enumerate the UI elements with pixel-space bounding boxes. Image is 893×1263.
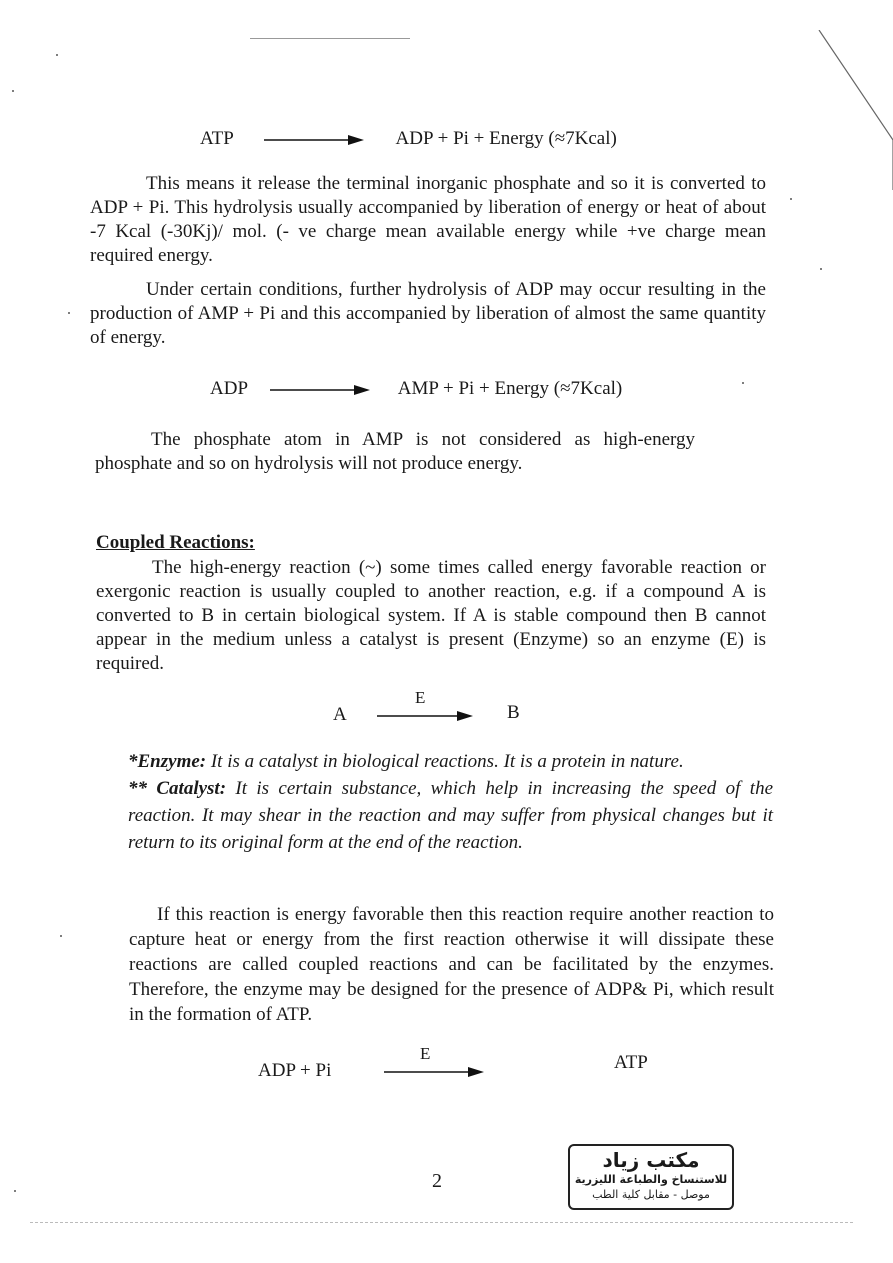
equation-left: A	[333, 704, 347, 725]
reaction-arrow-icon	[377, 709, 473, 723]
equation-adp-hydrolysis	[210, 378, 622, 400]
note-text: It is certain substance, which help in increasing the speed of the reaction. It may shear in the reaction and may suffer from physical changes but it return to its original form at the end of the reaction.	[128, 778, 774, 853]
paragraph-atp-release: This means it release the terminal inorganic phosphate and so it is converted to ADP + Pi. This hydrolysis usually accompanied by liberation of energy or heat of about -7 Kcal (-30Kj)/ mol. (- ve charge mean available energy while +ve charge mean required energy.	[90, 173, 766, 266]
note-term: *Enzyme:	[128, 751, 207, 772]
scan-speck	[56, 54, 58, 56]
equation-right: ADP + Pi + Energy (≈7Kcal)	[395, 128, 617, 149]
stamp-title: مكتب زياد	[602, 1148, 700, 1172]
equation-left: ADP	[210, 378, 248, 399]
stamp-subtitle: للاستنساخ والطباعة الليزرية	[574, 1173, 728, 1186]
equation-right: AMP + Pi + Energy (≈7Kcal)	[397, 378, 623, 399]
reaction-arrow-icon	[270, 383, 370, 397]
scan-bottom-line	[30, 1222, 853, 1223]
equation-atp-hydrolysis	[200, 128, 617, 150]
print-shop-stamp	[568, 1144, 734, 1210]
note-term: ** Catalyst:	[128, 778, 227, 799]
equation-right: ATP	[614, 1052, 648, 1073]
section-heading-coupled-reactions: Coupled Reactions:	[96, 532, 255, 553]
stamp-address: موصل - مقابل كلية الطب	[592, 1188, 710, 1201]
enzyme-label: E	[415, 688, 426, 707]
equation-right: B	[507, 702, 520, 723]
equation-left: ADP + Pi	[258, 1060, 332, 1081]
definitions-notes	[128, 748, 773, 856]
equation-left: ATP	[200, 128, 234, 149]
paragraph-adp-hydrolysis: Under certain conditions, further hydrolysis of ADP may occur resulting in the production of AMP + Pi and this accompanied by liberation of almost the same quantity of energy.	[90, 279, 766, 348]
scan-speck	[790, 198, 792, 200]
scan-speck	[12, 90, 14, 92]
page-fold-corner	[813, 30, 893, 190]
note-text: It is a catalyst in biological reactions. It is a protein in nature.	[210, 751, 684, 772]
paragraph-coupled-intro: The high-energy reaction (~) some times called energy favorable reaction or exergonic reaction is usually coupled to another reaction, e.g. if a compound A is converted to B in certain biological system. If A is stable compound then B cannot appear in the medium unless a catalyst is present (Enzyme) so an enzyme (E) is required.	[96, 557, 766, 674]
page-number: 2	[432, 1170, 442, 1192]
scan-speck	[60, 935, 62, 937]
note-catalyst	[128, 775, 773, 856]
enzyme-label: E	[420, 1044, 431, 1063]
scan-speck	[820, 268, 822, 270]
scan-speck	[14, 1190, 16, 1192]
reaction-arrow-icon	[264, 133, 364, 147]
scan-speck	[742, 382, 744, 384]
paragraph-coupled-energy: If this reaction is energy favorable then this reaction require another reaction to capture heat or energy from the first reaction otherwise it will dissipate these reactions are called coupled reactions and can be facilitated by the enzymes. Therefore, the enzyme may be designed for the presence of ADP& Pi, which result in the formation of ATP.	[129, 904, 774, 1025]
reaction-arrow-icon	[384, 1065, 484, 1079]
paragraph-amp-phosphate: The phosphate atom in AMP is not considered as high-energy phosphate and so on hydrolysis will not produce energy.	[95, 429, 695, 474]
scan-top-line	[250, 38, 410, 39]
scan-speck	[68, 312, 70, 314]
note-enzyme	[128, 748, 773, 775]
equation-adp-to-atp	[258, 1046, 658, 1086]
